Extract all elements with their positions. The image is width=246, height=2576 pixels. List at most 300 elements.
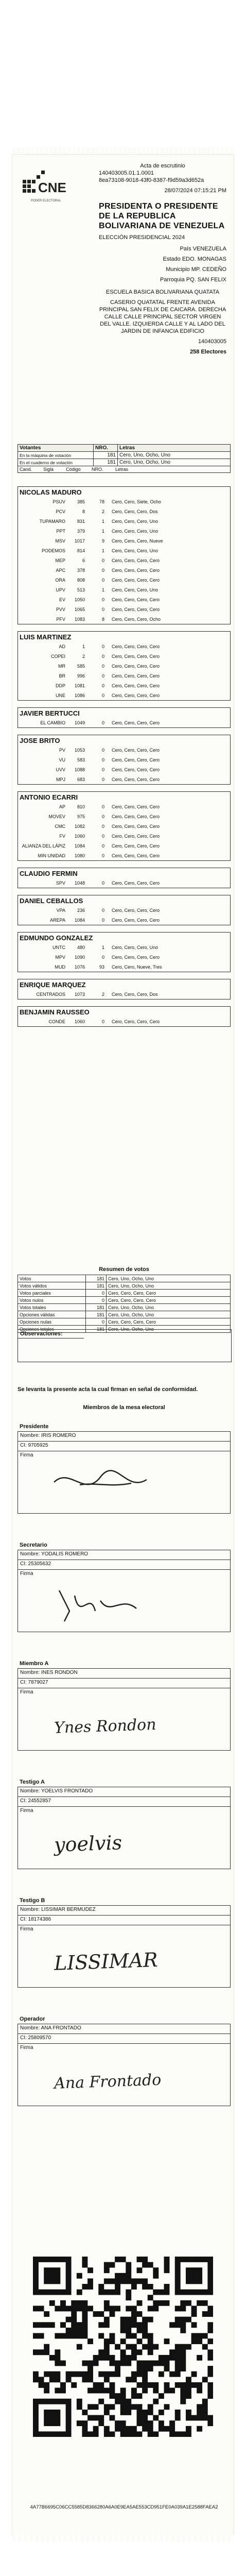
qr-module — [109, 2431, 115, 2437]
qr-module — [175, 2284, 181, 2290]
qr-module — [60, 2382, 66, 2388]
party-code: 385 — [77, 499, 85, 504]
candidate-name: ENRIQUE MARQUEZ — [17, 979, 231, 989]
qr-module — [44, 2420, 49, 2426]
party-code: 1084 — [74, 843, 85, 849]
qr-module — [191, 2338, 197, 2344]
qr-module — [87, 2284, 93, 2290]
qr-module — [137, 2393, 143, 2399]
qr-module — [120, 2431, 126, 2437]
qr-module — [169, 2426, 175, 2432]
firma-label: Firma — [20, 1808, 33, 1814]
firma-label: Firma — [20, 1926, 33, 1932]
firma-label: Firma — [20, 1452, 33, 1458]
qr-module — [44, 2431, 49, 2437]
party-letras: Cero, Cero, Cero, Uno — [112, 587, 159, 592]
qr-module — [175, 2410, 181, 2415]
summary-label: Votos nulos — [18, 1297, 86, 1304]
qr-module — [82, 2300, 87, 2306]
party-letras: Cero, Cero, Cero, Cero — [112, 597, 160, 602]
page-title: PRESIDENTA O PRESIDENTE DE LA REPUBLICA BOLIVARIANA DE VENEZUELA — [99, 202, 225, 230]
party-letras: Cero, Cero, Cero, Cero — [112, 720, 160, 725]
qr-module — [142, 2388, 148, 2394]
party-row — [17, 745, 231, 755]
qr-module — [98, 2349, 104, 2355]
electores: 258 Electores — [190, 349, 226, 355]
party-sigla: MSV — [55, 538, 65, 544]
qr-module — [137, 2267, 143, 2273]
party-letras: Cero, Cero, Cero, Uno — [112, 528, 159, 534]
party-code: 1 — [82, 643, 85, 649]
qr-module — [82, 2311, 87, 2317]
qr-module — [197, 2333, 202, 2338]
party-votes: 0 — [101, 720, 104, 725]
qr-module — [39, 2306, 44, 2311]
member-presidente — [17, 1422, 231, 1514]
qr-module — [87, 2388, 93, 2394]
qr-module — [202, 2344, 208, 2350]
observaciones-label: Observaciones: — [18, 1330, 84, 1338]
qr-module — [142, 2366, 148, 2371]
qr-module — [104, 2267, 110, 2273]
qr-module — [175, 2371, 181, 2377]
qr-module — [153, 2267, 159, 2273]
qr-module — [109, 2415, 115, 2421]
party-row — [17, 942, 231, 952]
qr-module — [104, 2426, 110, 2432]
qr-module — [82, 2361, 87, 2366]
party-sigla: VU — [59, 757, 65, 762]
party-code: 1017 — [74, 538, 85, 544]
party-row — [17, 497, 231, 506]
qr-module — [180, 2328, 186, 2333]
party-sigla: AP — [59, 804, 65, 809]
candidate-name: JAVIER BERTUCCI — [17, 707, 231, 718]
qr-module — [44, 2382, 49, 2388]
qr-module — [33, 2290, 39, 2295]
qr-module — [39, 2349, 44, 2355]
qr-module — [115, 2306, 120, 2311]
qr-module — [115, 2420, 120, 2426]
qr-module — [131, 2333, 137, 2338]
qr-module — [87, 2278, 93, 2284]
qr-module — [93, 2382, 99, 2388]
qr-module — [49, 2371, 55, 2377]
qr-module — [33, 2399, 39, 2404]
qr-module — [77, 2273, 82, 2279]
qr-module — [131, 2431, 137, 2437]
summary-n: 181 — [86, 1311, 107, 1318]
candidate-name: CLAUDIO FERMIN — [17, 868, 231, 878]
qr-module — [109, 2355, 115, 2361]
party-letras: Cero, Cero, Cero, Cero — [112, 804, 160, 809]
qr-module — [66, 2415, 72, 2421]
party-votes: 0 — [101, 567, 104, 573]
qr-module — [115, 2426, 120, 2432]
qr-module — [39, 2333, 44, 2338]
table-row: En la máquina de votación 181 Cero, Uno, Ocho, Uno — [18, 452, 231, 459]
col-nro2: NRO. — [92, 467, 103, 472]
qr-module — [44, 2311, 49, 2317]
member-role: Testigo B — [20, 1897, 45, 1904]
party-votes: 0 — [101, 804, 104, 809]
qr-module — [207, 2328, 213, 2333]
qr-module — [66, 2333, 72, 2338]
qr-module — [104, 2388, 110, 2394]
qr-module — [55, 2306, 60, 2311]
qr-module — [207, 2366, 213, 2371]
qr-module — [33, 2426, 39, 2432]
qr-module — [39, 2257, 44, 2262]
qr-module — [55, 2349, 60, 2355]
qr-module — [39, 2399, 44, 2404]
qr-module — [66, 2377, 72, 2382]
qr-module — [164, 2262, 170, 2268]
qr-module — [87, 2267, 93, 2273]
qr-module — [55, 2420, 60, 2426]
candidate-name: LUIS MARTINEZ — [17, 631, 231, 641]
party-code: 1080 — [74, 853, 85, 858]
qr-module — [191, 2371, 197, 2377]
party-row — [17, 506, 231, 516]
party-votes: 1 — [101, 528, 104, 534]
qr-module — [131, 2388, 137, 2394]
qr-module — [115, 2366, 120, 2371]
qr-module — [131, 2306, 137, 2311]
party-row — [17, 962, 231, 972]
qr-module — [39, 2290, 44, 2295]
member-ci: CI: 18174386 — [17, 1916, 231, 1925]
qr-module — [142, 2361, 148, 2366]
party-letras: Cero, Cero, Cero, Cero — [112, 673, 160, 679]
qr-module — [49, 2377, 55, 2382]
qr-module — [186, 2278, 191, 2284]
qr-module — [153, 2300, 159, 2306]
qr-module — [175, 2262, 181, 2268]
col-votantes: Votantes — [18, 445, 94, 452]
qr-module — [55, 2377, 60, 2382]
party-letras: Cero, Cero, Cero, Uno — [112, 548, 159, 553]
party-letras: Cero, Cero, Cero, Cero — [112, 557, 160, 563]
qr-module — [175, 2278, 181, 2284]
summary-label: Votos totales — [18, 1304, 86, 1311]
qr-module — [159, 2393, 164, 2399]
qr-module — [120, 2361, 126, 2366]
attest-text: Se levanta la presente acta la cual firman en señal de conformidad. — [17, 1386, 198, 1393]
qr-module — [175, 2355, 181, 2361]
qr-module — [55, 2257, 60, 2262]
party-letras: Cero, Cero, Cero, Cero — [112, 843, 160, 849]
qr-module — [175, 2306, 181, 2311]
qr-module — [191, 2273, 197, 2279]
qr-module — [120, 2404, 126, 2410]
summary-letras: Cero, Uno, Ocho, Uno — [107, 1311, 231, 1318]
qr-module — [93, 2404, 99, 2410]
qr-module — [98, 2371, 104, 2377]
qr-module — [87, 2431, 93, 2437]
qr-module — [77, 2322, 82, 2328]
party-letras: Cero, Cero, Cero, Cero — [112, 853, 160, 858]
qr-module — [186, 2388, 191, 2394]
qr-module — [33, 2322, 39, 2328]
party-code: 8 — [82, 509, 85, 514]
qr-module — [77, 2399, 82, 2404]
firma-label: Firma — [20, 2045, 33, 2050]
party-sigla: MR — [58, 663, 65, 669]
qr-module — [55, 2278, 60, 2284]
party-letras: Cero, Cero, Cero, Cero — [112, 833, 160, 839]
qr-module — [126, 2262, 131, 2268]
qr-module — [197, 2404, 202, 2410]
qr-module — [55, 2355, 60, 2361]
party-votes: 0 — [101, 747, 104, 753]
qr-module — [93, 2431, 99, 2437]
qr-module — [180, 2399, 186, 2404]
party-letras: Cero, Cero, Nueve, Tres — [112, 964, 162, 970]
acta-code: 140403005.01.1.0001 — [99, 170, 154, 176]
qr-module — [87, 2415, 93, 2421]
summary-row — [18, 1282, 231, 1290]
qr-module — [142, 2426, 148, 2432]
party-row — [17, 595, 231, 604]
qr-module — [175, 2317, 181, 2323]
qr-module — [77, 2420, 82, 2426]
party-row — [17, 878, 231, 888]
qr-module — [180, 2355, 186, 2361]
qr-module — [49, 2290, 55, 2295]
pais: País VENEZUELA — [180, 246, 226, 252]
qr-module — [180, 2393, 186, 2399]
party-row — [17, 811, 231, 821]
member-secretario — [17, 1540, 231, 1632]
party-code: 683 — [77, 776, 85, 782]
member-nombre: Nombre: YOELVIS FRONTADO — [17, 1787, 231, 1797]
qr-module — [71, 2311, 77, 2317]
party-votes: 0 — [101, 917, 104, 923]
summary-row — [18, 1290, 231, 1297]
member-role: Testigo A — [20, 1779, 45, 1785]
qr-module — [207, 2278, 213, 2284]
party-code: 1084 — [74, 917, 85, 923]
qr-module — [175, 2366, 181, 2371]
party-code: 831 — [77, 518, 85, 524]
qr-module — [44, 2415, 49, 2421]
qr-module — [66, 2317, 72, 2323]
qr-module — [71, 2322, 77, 2328]
qr-module — [202, 2404, 208, 2410]
qr-module — [191, 2333, 197, 2338]
candidate-block — [17, 895, 231, 925]
party-votes: 2 — [101, 509, 104, 514]
qr-module — [148, 2410, 153, 2415]
qr-module — [104, 2290, 110, 2295]
qr-module — [137, 2322, 143, 2328]
qr-module — [82, 2257, 87, 2262]
party-row — [17, 641, 231, 651]
party-sigla: APC — [56, 567, 65, 573]
party-sigla: MOVEV — [48, 814, 65, 819]
qr-module — [142, 2328, 148, 2333]
party-letras: Cero, Cero, Cero, Cero — [112, 880, 160, 886]
qr-module — [137, 2382, 143, 2388]
party-row — [17, 555, 231, 565]
qr-module — [115, 2361, 120, 2366]
qr-module — [207, 2388, 213, 2394]
cne-logo — [21, 168, 77, 209]
qr-module — [33, 2420, 39, 2426]
qr-module — [77, 2290, 82, 2295]
qr-module — [164, 2355, 170, 2361]
paper-top-edge — [12, 147, 234, 155]
qr-module — [98, 2284, 104, 2290]
qr-module — [180, 2317, 186, 2323]
party-sigla: UPV — [56, 587, 65, 592]
party-votes: 0 — [101, 833, 104, 839]
summary-row — [18, 1318, 231, 1326]
party-code: 513 — [77, 587, 85, 592]
qr-module — [98, 2382, 104, 2388]
qr-module — [131, 2284, 137, 2290]
qr-module — [55, 2371, 60, 2377]
summary-letras: Cero, Uno, Ocho, Uno — [107, 1304, 231, 1311]
signature-box — [17, 2044, 231, 2106]
qr-module — [120, 2349, 126, 2355]
qr-module — [142, 2284, 148, 2290]
qr-module — [148, 2295, 153, 2300]
qr-module — [33, 2273, 39, 2279]
party-votes: 8 — [101, 616, 104, 622]
qr-module — [71, 2328, 77, 2333]
qr-module — [104, 2404, 110, 2410]
qr-module — [197, 2300, 202, 2306]
party-sigla: MUD — [55, 964, 65, 970]
qr-module — [44, 2322, 49, 2328]
party-row — [17, 614, 231, 624]
qr-module — [55, 2415, 60, 2421]
candidate-block — [17, 486, 231, 624]
party-row — [17, 821, 231, 831]
party-votes: 1 — [101, 548, 104, 553]
qr-module — [207, 2273, 213, 2279]
party-votes: 0 — [101, 1019, 104, 1024]
qr-module — [186, 2431, 191, 2437]
qr-module — [115, 2393, 120, 2399]
qr-module — [153, 2382, 159, 2388]
acta-header — [21, 162, 226, 355]
qr-module — [44, 2349, 49, 2355]
qr-module — [159, 2355, 164, 2361]
party-votes: 0 — [101, 814, 104, 819]
qr-module — [180, 2388, 186, 2394]
qr-module — [60, 2333, 66, 2338]
signature-text: Ynes Rondon — [54, 1715, 157, 1737]
party-votes: 0 — [101, 776, 104, 782]
qr-module — [197, 2278, 202, 2284]
qr-module — [104, 2344, 110, 2350]
party-sigla: CMC — [55, 823, 65, 829]
party-row — [17, 604, 231, 614]
qr-module — [33, 2404, 39, 2410]
party-code: 810 — [77, 804, 85, 809]
qr-module — [98, 2322, 104, 2328]
qr-module — [137, 2257, 143, 2262]
party-letras: Cero, Cero, Cero, Cero — [112, 567, 160, 573]
qr-module — [202, 2257, 208, 2262]
qr-module — [142, 2317, 148, 2323]
handwritten-signature — [49, 1936, 203, 1985]
party-sigla: CENTRADOS — [36, 991, 65, 997]
party-votes: 0 — [101, 577, 104, 583]
qr-module — [49, 2431, 55, 2437]
party-votes: 0 — [101, 673, 104, 679]
qr-module — [104, 2278, 110, 2284]
member-ci: CI: 24552857 — [17, 1797, 231, 1807]
qr-module — [207, 2415, 213, 2421]
party-votes: 9 — [101, 538, 104, 544]
party-votes: 0 — [101, 643, 104, 649]
qr-module — [60, 2290, 66, 2295]
party-code: 1090 — [74, 954, 85, 960]
qr-module — [33, 2267, 39, 2273]
qr-module — [131, 2393, 137, 2399]
candidate-name: JOSE BRITO — [17, 735, 231, 745]
handwritten-signature — [49, 1817, 203, 1866]
qr-module — [109, 2290, 115, 2295]
qr-module — [148, 2431, 153, 2437]
qr-module — [126, 2328, 131, 2333]
qr-module — [153, 2399, 159, 2404]
qr-module — [66, 2267, 72, 2273]
qr-module — [33, 2278, 39, 2284]
party-row — [17, 651, 231, 661]
qr-module — [104, 2355, 110, 2361]
qr-module — [93, 2388, 99, 2394]
member-nombre: Nombre: INES RONDON — [17, 1668, 231, 1679]
qr-module — [180, 2257, 186, 2262]
summary-table — [17, 1275, 231, 1333]
qr-module — [33, 2410, 39, 2415]
member-miembro-a — [17, 1659, 231, 1751]
qr-module — [137, 2361, 143, 2366]
party-sigla: MIN UNIDAD — [38, 853, 65, 858]
party-row — [17, 755, 231, 765]
qr-module — [202, 2415, 208, 2421]
qr-module — [98, 2311, 104, 2317]
qr-module — [164, 2382, 170, 2388]
party-votes: 0 — [101, 757, 104, 762]
qr-module — [49, 2410, 55, 2415]
qr-module — [175, 2344, 181, 2350]
qr-module — [186, 2273, 191, 2279]
qr-module — [39, 2382, 44, 2388]
qr-module — [39, 2322, 44, 2328]
qr-module — [44, 2267, 49, 2273]
qr-module — [120, 2388, 126, 2394]
party-row — [17, 661, 231, 671]
col-sigla: Sigla — [43, 467, 54, 472]
qr-module — [131, 2377, 137, 2382]
qr-module — [66, 2284, 72, 2290]
qr-module — [186, 2267, 191, 2273]
party-sigla: UNTC — [52, 944, 65, 950]
qr-module — [186, 2393, 191, 2399]
qr-module — [202, 2410, 208, 2415]
qr-module — [175, 2257, 181, 2262]
party-letras: Cero, Cero, Cero, Uno — [112, 518, 159, 524]
qr-module — [207, 2284, 213, 2290]
qr-module — [126, 2431, 131, 2437]
qr-module — [55, 2267, 60, 2273]
